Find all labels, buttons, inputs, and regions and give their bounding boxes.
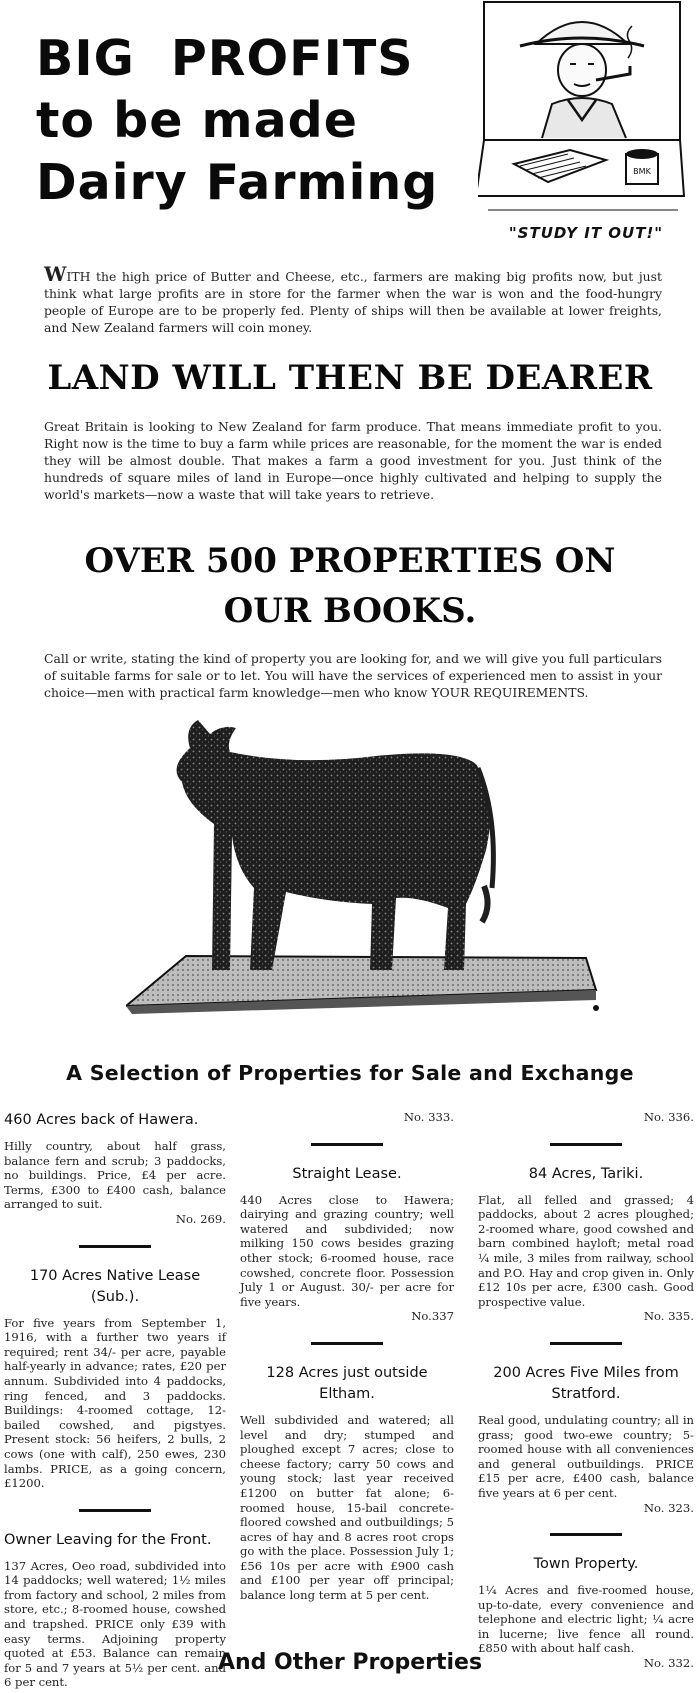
land-paragraph: Great Britain is looking to New Zealand for farm produce. That means immediate profit to you. Right now is the time to buy a farm while prices are reasonable, for the moment the war is ended they will be almost double. That makes a farm a good investment for you. Just think of the hundreds of square miles of land in Europe—once highly cultivated and helping to supply the world's markets—now a waste that will take years to retrieve. (44, 419, 662, 502)
listing-body-hawera: Hilly country, about half grass, balance fern and scrub; 3 paddocks, no buildings. Price, £4 per acre. Terms, £300 to £400 cash, balance arranged to suit. (4, 1139, 226, 1212)
listing-divider (311, 1342, 383, 1345)
listing-ref-hawera: No. 269. (175, 1211, 226, 1226)
farmer-face (558, 44, 606, 96)
listing-divider (550, 1342, 622, 1345)
listing-ref-owner-leaving: No. 333. (403, 1110, 454, 1124)
listing-eltham-continued (478, 1110, 694, 1125)
listing-title-stratford: 200 Acres Five Miles from Stratford. (493, 1364, 679, 1402)
farmer-cartoon-illustration (478, 0, 688, 238)
listing-ref-straight-lease: No.337 (411, 1309, 454, 1324)
listing-body-straight-lease: 440 Acres close to Hawera; dairying and grazing country; well watered and subdivided; now milking 150 cows besides grazing other stock; 6-roomed house, race cowshed, concrete floor. Possession July 1 or August. 30/- per acre for five years. (240, 1192, 454, 1309)
listing-stratford (478, 1413, 694, 1515)
listing-divider (550, 1143, 622, 1146)
properties-heading-line-2: OUR BOOKS. (223, 591, 477, 631)
listings-column-2 (240, 1110, 454, 1603)
listing-title-owner-leaving: Owner Leaving for the Front. (4, 1531, 212, 1548)
properties-heading-line-1: OVER 500 PROPERTIES ON (84, 541, 616, 581)
listing-ref-stratford: No. 323. (643, 1500, 694, 1515)
footer-heading: And Other Properties (217, 1650, 483, 1675)
listing-body-owner-leaving: 137 Acres, Oeo road, subdivided into 14 paddocks; well watered; 1½ miles from factory and school, 2 miles from store, etc.; 8-roomed house, cowshed and trapshed. PRICE only £39 with easy terms. Adjoining property quoted at £53. Balance can remain for 5 and 7 years at 5½ per cent. and 6 per cent. (4, 1558, 226, 1690)
listing-body-stratford: Real good, undulating country; all in grass; good two-ewe country; 5-roomed house with all conveniences and general outbuildings. PRICE £15 per acre, £400 cash, balance five years at 6 per cent. (478, 1412, 694, 1500)
listing-title-eltham: 128 Acres just outside Eltham. (266, 1364, 428, 1402)
listing-owner-leaving-continued (240, 1110, 454, 1125)
selection-heading: A Selection of Properties for Sale and Exchange (66, 1061, 634, 1085)
listing-title-tariki: 84 Acres, Tariki. (528, 1165, 644, 1182)
cow-figure (177, 720, 494, 970)
intro-paragraph (44, 262, 662, 336)
svg-text:BMK: BMK (633, 167, 651, 176)
land-heading: LAND WILL THEN BE DEARER (47, 358, 653, 398)
listing-ref-town-property: No. 332. (643, 1656, 694, 1671)
listing-ref-tariki: No. 335. (643, 1309, 694, 1324)
headline (36, 28, 456, 214)
listing-tariki (478, 1193, 694, 1324)
intro-text: ITH the high price of Butter and Cheese, etc., farmers are making big profits now, but just think what large profits are in store for the farmer when the war is won and the food-hungry people of Europe are to be properly fed. Plenty of ships will then be available at lower freights, and New Zealand farmers will coin money. (44, 269, 662, 335)
listing-title-hawera: 460 Acres back of Hawera. (4, 1112, 199, 1128)
listing-title-native-lease: 170 Acres Native Lease (Sub.). (29, 1267, 201, 1305)
listing-straight-lease (240, 1193, 454, 1324)
listing-ref-eltham: No. 336. (643, 1110, 694, 1124)
listings-column-1 (4, 1110, 226, 1690)
headline-line-1: BIG PROFITS (36, 30, 414, 87)
listing-title-straight-lease: Straight Lease. (292, 1165, 402, 1182)
listing-divider (79, 1509, 151, 1512)
dairy-cow-photo (126, 708, 606, 1038)
listing-title-town-property: Town Property. (533, 1556, 639, 1573)
listing-divider (311, 1143, 383, 1146)
cartoon-caption: "STUDY IT OUT!" (508, 224, 664, 242)
listings-column-3 (478, 1110, 694, 1671)
open-book-icon (514, 150, 606, 182)
headline-line-2: to be made (36, 92, 358, 149)
listing-body-town-property: 1¼ Acres and five-roomed house, up-to-date, every convenience and telephone and electric light; ¼ acre in lucerne; live fence all round. £850 with about half cash. (478, 1583, 694, 1656)
intro-drop-cap: W (44, 262, 67, 286)
listing-divider (79, 1245, 151, 1248)
properties-heading (0, 536, 700, 636)
headline-line-3: Dairy Farming (36, 154, 439, 211)
listing-divider (550, 1533, 622, 1536)
call-paragraph: Call or write, stating the kind of property you are looking for, and we will give you full particulars of suitable farms for sale or to let. You will have the services of experienced men to assist in your choice—men with practical farm knowledge—men who know YOUR REQUIREMENTS. (44, 651, 662, 700)
milk-tin-icon (626, 149, 658, 184)
listing-body-eltham: Well subdivided and watered; all level and dry; stumped and ploughed except 7 acres; close to cheese factory; carry 50 cows and young stock; last year received £1200 on butter fat alone; 6-roomed house, 15-bail concrete-floored cowshed and outbuildings; 5 acres of hay and 8 acres root crops go with the place. Possession July 1; £56 10s per acre with £900 cash and £100 per year off principal; balance long term at 5 per cent. (240, 1412, 454, 1603)
listing-hawera (4, 1139, 226, 1227)
listing-body-native-lease: For five years from September 1, 1916, with a further two years if required; rent 34/- per acre, payable half-yearly in advance; rates, £20 per annum. Subdivided into 4 paddocks, ring fenced, and 3 paddocks. Buildings: 4-roomed cottage, 12-bailed cowshed, and pigstyes. Present stock: 56 heifers, 2 bulls, 2 cows (one with calf), 250 ewes, 230 lambs. PRICE, as a going concern, £1200. (4, 1315, 226, 1491)
listing-body-tariki: Flat, all felled and grassed; 4 paddocks, about 2 acres ploughed; 2-roomed whare, good cowshed and barn combined hayloft; metal road ¼ mile, 3 miles from railway, school and P.O. Hay and crop given in. Only £12 10s per acre, £300 cash. Good prospective value. (478, 1192, 694, 1309)
